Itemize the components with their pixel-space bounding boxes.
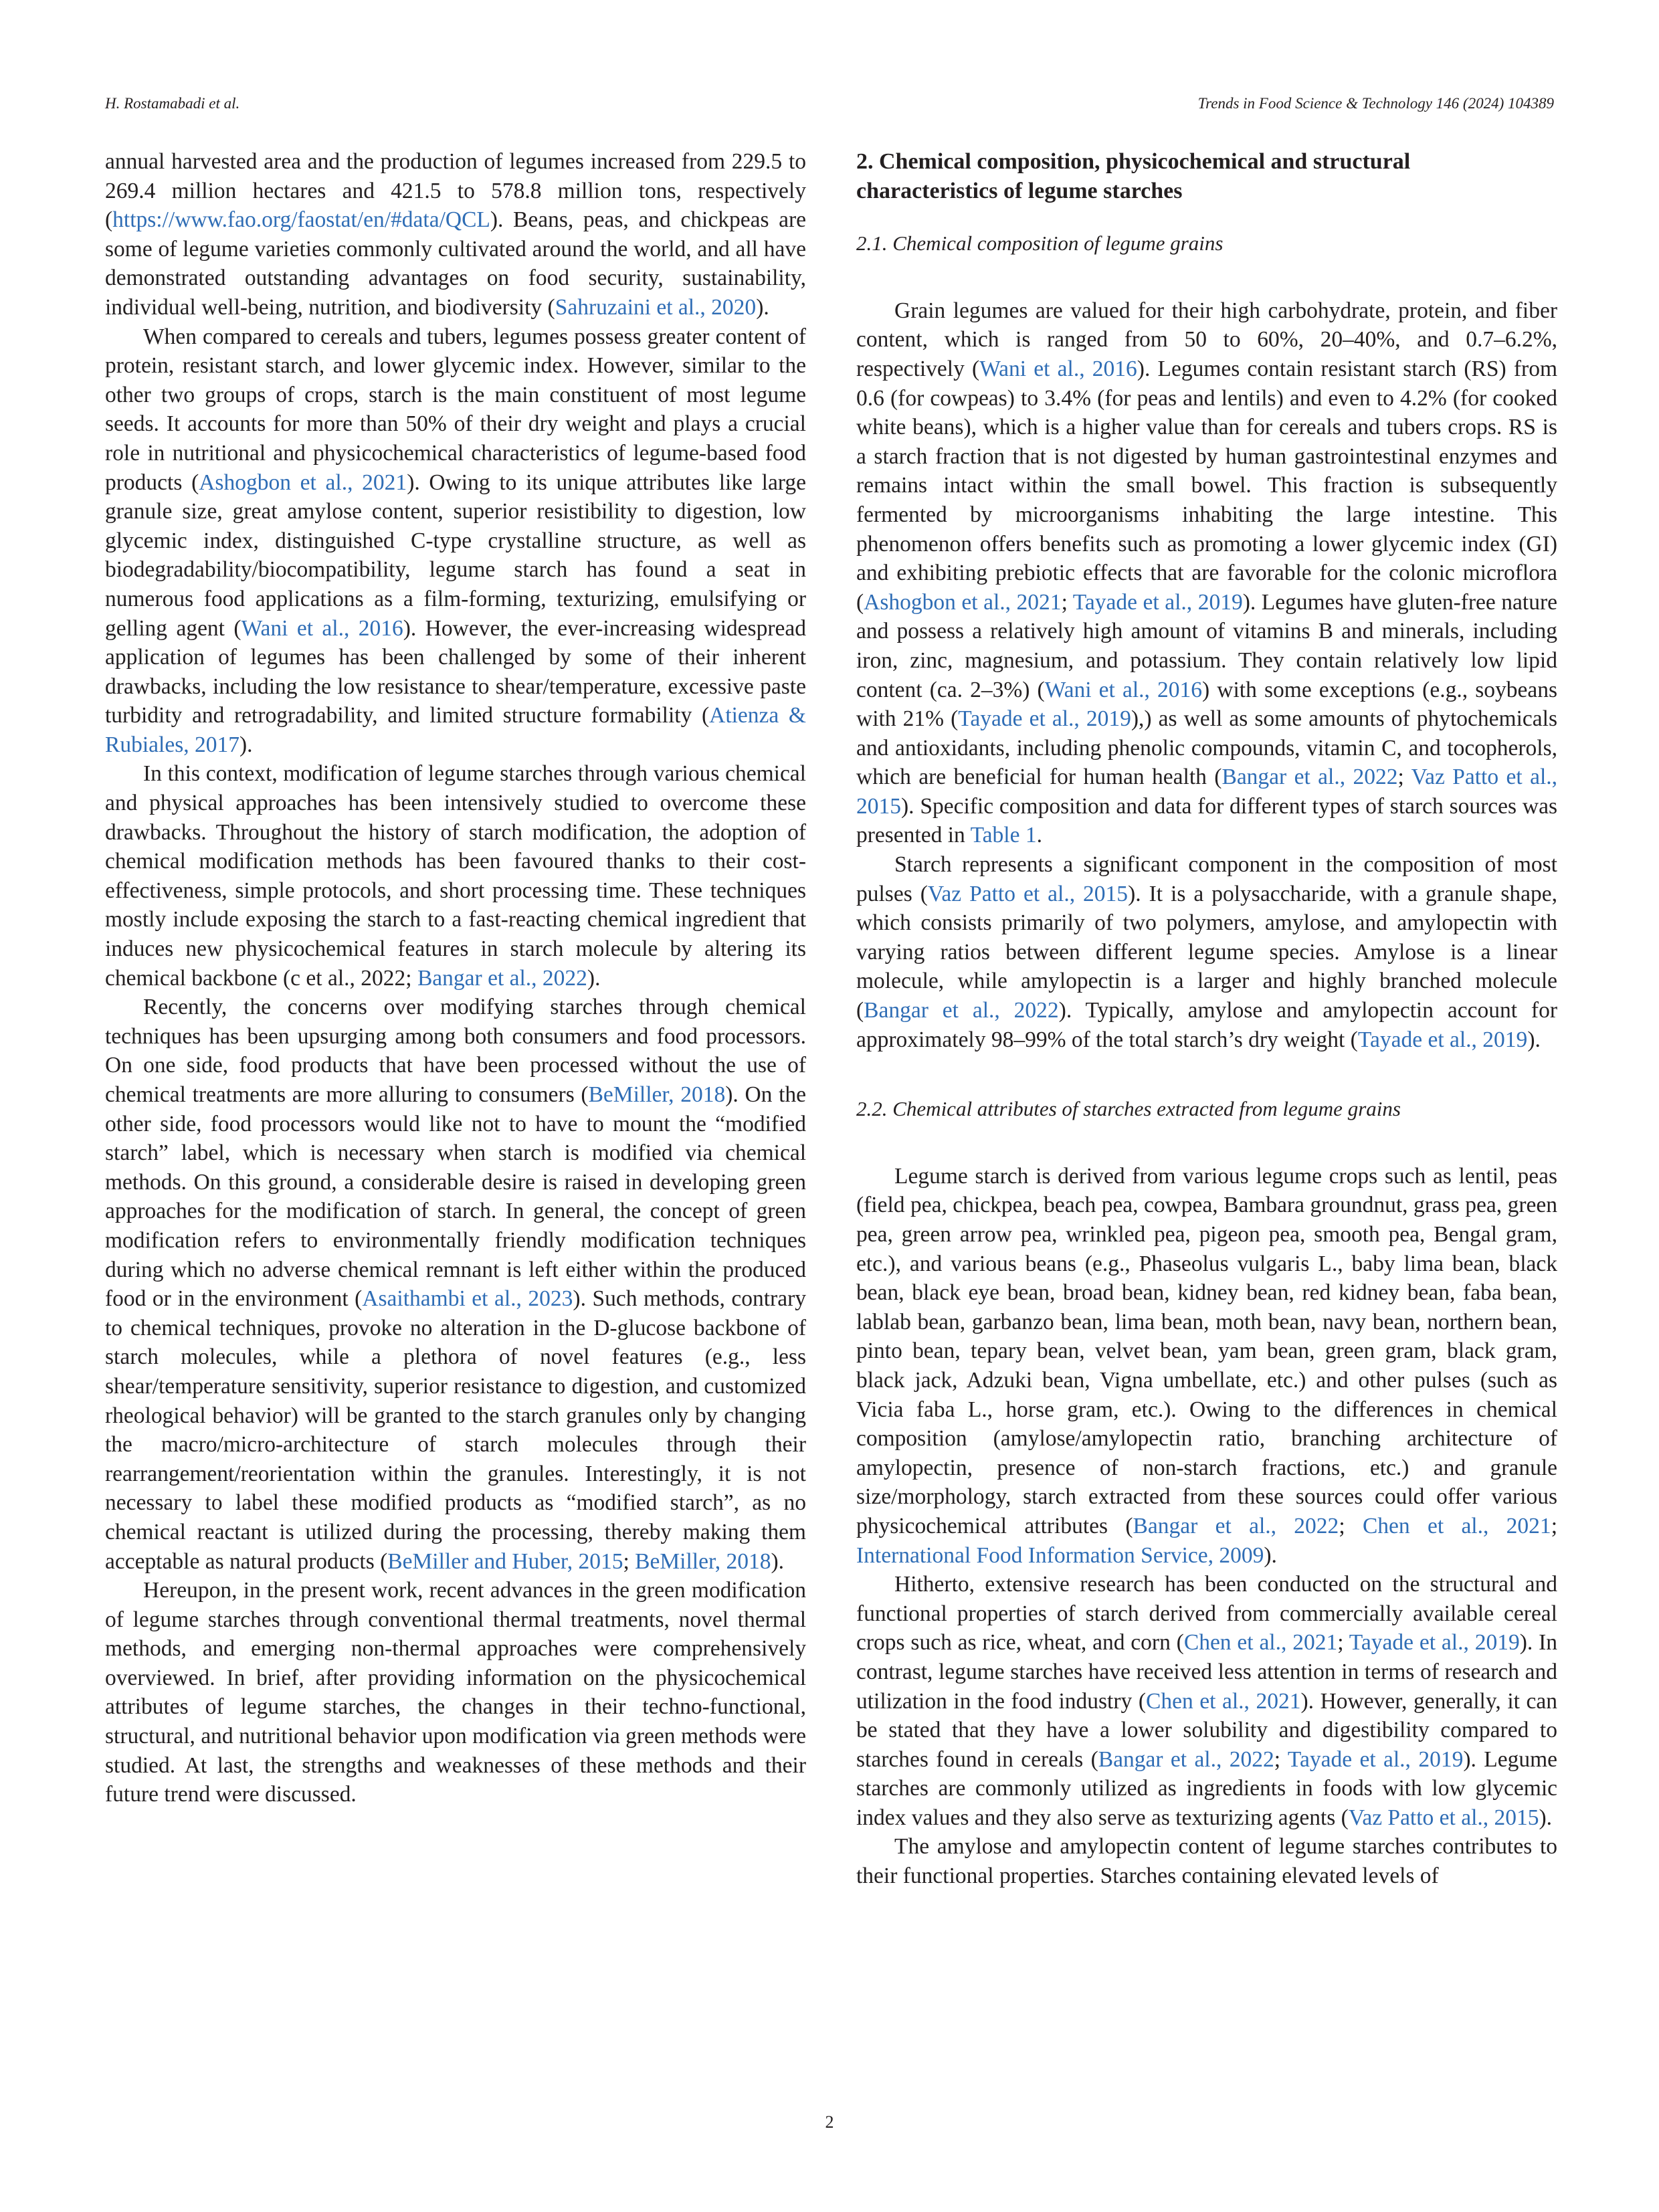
right-column bbox=[856, 147, 1557, 1891]
text-span: ). However, the ever-increasing widespread application of legumes has been challenged by some of their inherent drawbacks, including the low resistance to shear/temperature, excessive paste turbidity and retrogradability, and limited structure formability ( bbox=[105, 615, 806, 728]
text-span: Legume starch is derived from various legume crops such as lentil, peas (field pea, chickpea, beach pea, cowpea, Bambara groundnut, grass pea, green pea, green arrow pea, wrinkled pea, pigeon pea, smooth pea, Bengal gram, etc.), and various beans (e.g., Phaseolus vulgaris L., baby lima bean, black bean, black eye bean, broad bean, kidney bean, red kidney bean, faba bean, lablab bean, garbanzo bean, lima bean, moth bean, navy bean, northern bean, pinto bean, tepary bean, velvet bean, yam bean, green gram, black gram, black jack, Adzuki bean, Vigna umbellate, etc.) and other pulses (such as Vicia faba L., horse gram, etc.). Owing to the differences in chemical composition (amylose/amylopectin ratio, branching architecture of amylopectin, presence of non-starch fractions, etc.) and granule size/morphology, starch extracted from these sources could offer various physicochemical attributes ( bbox=[856, 1163, 1557, 1538]
text-span: The amylose and amylopectin content of legume starches contributes to their functional properties. Starches containing elevated levels of bbox=[856, 1834, 1557, 1889]
citation-link[interactable]: Chen et al., 2021 bbox=[1145, 1688, 1301, 1714]
paragraph bbox=[105, 993, 806, 1576]
text-span: ). bbox=[1539, 1805, 1553, 1830]
text-span: ; bbox=[1274, 1746, 1288, 1772]
subsection-body bbox=[856, 296, 1557, 1054]
paragraph bbox=[105, 759, 806, 993]
header-journal: Trends in Food Science & Technology 146 (2024) 104389 bbox=[1197, 95, 1554, 112]
text-span: Hereupon, in the present work, recent advances in the green modification of legume starches through conventional thermal treatments, novel thermal methods, and emerging non-thermal approaches were comprehensively overviewed. In brief, after providing information on the physicochemical attributes of legume starches, the changes in their techno-functional, structural, and nutritional behavior upon modification via green methods were studied. At last, the strengths and weaknesses of these methods and their future trend were discussed. bbox=[105, 1578, 806, 1807]
text-span: Starch represents a significant component in the composition of most pulses ( bbox=[856, 852, 1557, 906]
citation-link[interactable]: Bangar et al., 2022 bbox=[1133, 1513, 1339, 1538]
text-span: ). Legumes have gluten-free nature and possess a relatively high amount of vitamins B and minerals, including iron, zinc, magnesium, and potassium. They contain relatively low lipid content (ca. 2–3%) ( bbox=[856, 589, 1557, 702]
text-span: ). Beans, peas, and chickpeas are some of legume varieties commonly cultivated around the world, and all have demonstrated outstanding advantages on food security, sustainability, individual well-being, nutrition, and biodiversity ( bbox=[105, 207, 806, 320]
citation-link[interactable]: Bangar et al., 2022 bbox=[1222, 765, 1398, 790]
text-span: ) with some exceptions (e.g., soybeans with 21% ( bbox=[856, 677, 1558, 732]
citation-link[interactable]: https://www.fao.org/faostat/en/#data/QCL bbox=[112, 207, 490, 233]
citation-link[interactable]: BeMiller, 2018 bbox=[588, 1082, 726, 1107]
paragraph bbox=[105, 147, 806, 322]
running-header bbox=[105, 95, 1554, 122]
citation-link[interactable]: Tayade et al., 2019 bbox=[1357, 1027, 1528, 1052]
citation-link[interactable]: Tayade et al., 2019 bbox=[1287, 1746, 1464, 1772]
citation-link[interactable]: Vaz Patto et al., 2015 bbox=[856, 765, 1558, 819]
header-authors: H. Rostamabadi et al. bbox=[105, 95, 240, 112]
citation-link[interactable]: Tayade et al., 2019 bbox=[1349, 1630, 1520, 1655]
text-span: Recently, the concerns over modifying starches through chemical techniques has been upsurging among both consumers and food processors. On one side, food products that have been processed without the use of chemical treatments are more alluring to consumers ( bbox=[105, 995, 806, 1107]
text-span: ),) as well as some amounts of phytochemicals and antioxidants, including phenolic compounds, vitamin C, and tocopherols, which are beneficial for human health ( bbox=[856, 706, 1557, 790]
text-span: ). bbox=[239, 732, 253, 757]
text-span: ). Legume starches are commonly utilized as ingredients in foods with low glycemic index values and they also serve as texturizing agents ( bbox=[856, 1746, 1557, 1830]
citation-link[interactable]: BeMiller, 2018 bbox=[635, 1548, 771, 1574]
text-span: ). bbox=[756, 294, 769, 320]
section-title: 2. Chemical composition, physicochemical and structural characteristics of legume starches bbox=[856, 149, 1411, 203]
citation-link[interactable]: Asaithambi et al., 2023 bbox=[362, 1286, 573, 1312]
page-number: 2 bbox=[825, 2112, 834, 2132]
text-span: ). Such methods, contrary to chemical techniques, provoke no alteration in the D-glucose backbone of starch molecules, while a plethora of novel features (e.g., less shear/temperature sensitivity, superior resistance to digestion, and customized rheological behavior) will be granted to the starch granules only by changing the macro/micro-architecture of starch molecules through their rearrangement/reorientation within the granules. Interestingly, it is not necessary to label these modified products as “modified starch”, as no chemical reactant is utilized during the processing, thereby making them acceptable as natural products ( bbox=[105, 1286, 806, 1574]
subsection-body bbox=[856, 1162, 1557, 1891]
paragraph bbox=[856, 850, 1557, 1054]
citation-link[interactable]: Tayade et al., 2019 bbox=[958, 706, 1131, 732]
citation-link[interactable]: Tayade et al., 2019 bbox=[1072, 589, 1243, 615]
text-span: ; bbox=[1551, 1513, 1557, 1538]
citation-link[interactable]: Wani et al., 2016 bbox=[979, 356, 1137, 381]
left-column bbox=[105, 147, 806, 1809]
citation-link[interactable]: Table 1 bbox=[970, 823, 1037, 848]
text-span: ). Specific composition and data for different types of starch sources was presented in bbox=[856, 793, 1557, 848]
text-span: ; bbox=[1337, 1630, 1349, 1655]
text-span: ). bbox=[587, 965, 601, 991]
paragraph bbox=[856, 1832, 1557, 1890]
subsection-title: 2.1. Chemical composition of legume grains bbox=[856, 231, 1224, 256]
citation-link[interactable]: Ashogbon et al., 2021 bbox=[199, 470, 407, 495]
citation-link[interactable]: Bangar et al., 2022 bbox=[1098, 1746, 1274, 1772]
text-span: ; bbox=[1061, 589, 1073, 615]
citation-link[interactable]: Atienza & Rubiales, 2017 bbox=[105, 703, 806, 757]
text-span: ; bbox=[623, 1548, 636, 1574]
paragraph bbox=[856, 1162, 1557, 1570]
text-span: ). Owing to its unique attributes like large granule size, great amylose content, superior resistibility to digestion, low glycemic index, distinguished C-type crystalline structure, as well as biodegradability/biocompatibility, legume starch has found a seat in numerous food applications as a film-forming, texturizing, emulsifying or gelling agent ( bbox=[105, 470, 806, 641]
text-span: . bbox=[1036, 823, 1042, 848]
citation-link[interactable]: Chen et al., 2021 bbox=[1362, 1513, 1551, 1538]
citation-link[interactable]: International Food Information Service, 2009 bbox=[856, 1542, 1264, 1568]
paragraph bbox=[856, 1570, 1557, 1832]
text-span: ). Typically, amylose and amylopectin account for approximately 98–99% of the total starch’s dry weight ( bbox=[856, 998, 1557, 1052]
text-span: annual harvested area and the production of legumes increased from 229.5 to 269.4 million hectares and 421.5 to 578.8 million tons, respectively ( bbox=[105, 149, 806, 233]
text-span: When compared to cereals and tubers, legumes possess greater content of protein, resistant starch, and lower glycemic index. However, similar to the other two groups of crops, starch is the main constituent of most legume seeds. It accounts for more than 50% of their dry weight and plays a crucial role in nutritional and physicochemical characteristics of legume-based food products ( bbox=[105, 324, 806, 495]
citation-link[interactable]: Sahruzaini et al., 2020 bbox=[555, 294, 757, 320]
citation-link[interactable]: Wani et al., 2016 bbox=[1044, 677, 1203, 702]
citation-link[interactable]: Wani et al., 2016 bbox=[241, 615, 403, 641]
text-span: ). bbox=[1527, 1027, 1541, 1052]
citation-link[interactable]: BeMiller and Huber, 2015 bbox=[387, 1548, 623, 1574]
text-span: ). Legumes contain resistant starch (RS) from 0.6 (for cowpeas) to 3.4% (for peas and lentils) and even to 4.2% (for cooked white beans), which is a higher value than for cereals and tubers crops. RS is a starch fraction that is not digested by human gastrointestinal enzymes and remains intact within the small bowel. This fraction is subsequently fermented by microorganisms inhabiting the large intestine. This phenomenon offers benefits such as promoting a lower glycemic index (GI) and exhibiting prebiotic effects that are favorable for the colonic microflora ( bbox=[856, 356, 1557, 615]
text-span: Grain legumes are valued for their high carbohydrate, protein, and fiber content, which is ranged from 50 to 60%, 20–40%, and 0.7–6.2%, respectively ( bbox=[856, 298, 1557, 381]
citation-link[interactable]: Chen et al., 2021 bbox=[1183, 1630, 1338, 1655]
text-span: ; bbox=[1397, 765, 1411, 790]
text-span: ). It is a polysaccharide, with a granule shape, which consists primarily of two polymers, amylose, and amylopectin with varying ratios between different legume species. Amylose is a linear molecule, while amylopectin is a larger and highly branched molecule ( bbox=[856, 881, 1558, 1023]
subsection-title: 2.2. Chemical attributes of starches extracted from legume grains bbox=[856, 1097, 1401, 1121]
citation-link[interactable]: Bangar et al., 2022 bbox=[864, 998, 1059, 1023]
text-span: Hitherto, extensive research has been conducted on the structural and functional properties of starch derived from commercially available cereal crops such as rice, wheat, and corn ( bbox=[856, 1572, 1557, 1655]
text-span: ; bbox=[1339, 1513, 1363, 1538]
citation-link[interactable]: Vaz Patto et al., 2015 bbox=[1348, 1805, 1539, 1830]
text-span: ). bbox=[771, 1548, 785, 1574]
text-span: ). bbox=[1264, 1542, 1277, 1568]
text-span: ). On the other side, food processors would like not to have to mount the “modified starch” label, which is necessary when starch is modified via chemical methods. On this ground, a considerable desire is raised in developing green approaches for the modification of starch. In general, the concept of green modification refers to environmentally friendly modification techniques during which no adverse chemical remnant is left either within the produced food or in the environment ( bbox=[105, 1082, 807, 1312]
text-span: ). In contrast, legume starches have received less attention in terms of research and utilization in the food industry ( bbox=[856, 1630, 1557, 1714]
citation-link[interactable]: Ashogbon et al., 2021 bbox=[864, 589, 1062, 615]
text-span: ). However, generally, it can be stated that they have a lower solubility and digestibility compared to starches found in cereals ( bbox=[856, 1688, 1557, 1772]
paragraph bbox=[105, 322, 806, 760]
citation-link[interactable]: Bangar et al., 2022 bbox=[417, 965, 587, 991]
paragraph bbox=[856, 296, 1557, 850]
citation-link[interactable]: Vaz Patto et al., 2015 bbox=[927, 881, 1129, 906]
text-span: In this context, modification of legume starches through various chemical and physical approaches has been intensively studied to overcome these drawbacks. Throughout the history of starch modification, the adoption of chemical modification methods has been favoured thanks to their cost-effectiveness, simple protocols, and short processing time. These techniques mostly include exposing the starch to a fast-reacting chemical ingredient that induces new physicochemical features in starch molecule by altering its chemical backbone (c et al., 2022; bbox=[105, 761, 806, 991]
paragraph bbox=[105, 1576, 806, 1809]
